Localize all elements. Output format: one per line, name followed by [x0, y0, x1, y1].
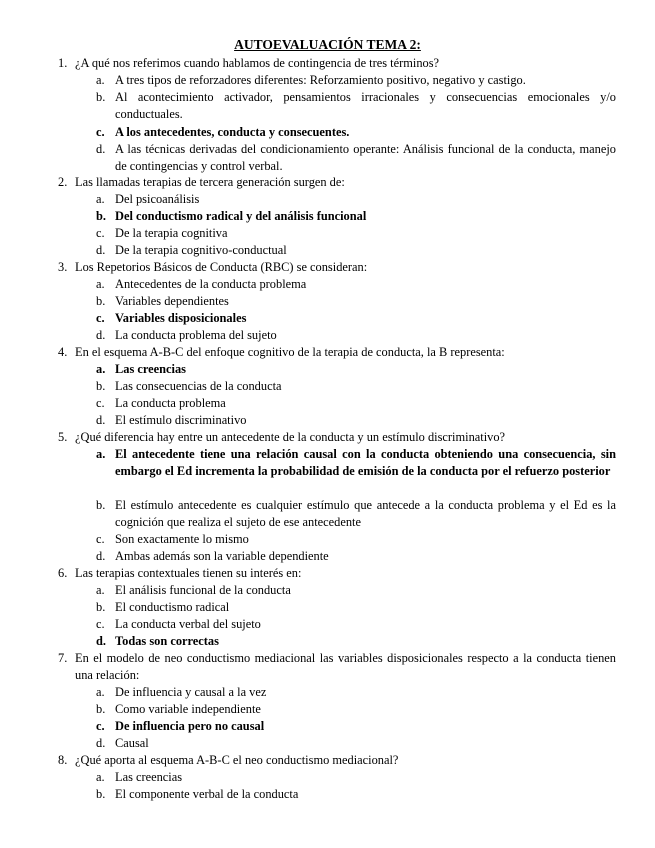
correct-answer-option [96, 208, 616, 225]
option-letter: a. [96, 73, 105, 87]
option-letter: b. [96, 787, 106, 801]
correct-answer-option [96, 361, 616, 378]
option-text: La conducta problema del sujeto [115, 328, 277, 342]
option-text: Las creencias [115, 770, 183, 784]
answer-option [96, 242, 616, 259]
question-number: 2. [58, 175, 68, 189]
correct-answer-option [96, 124, 616, 141]
question-4 [58, 344, 616, 361]
option-letter: b. [96, 294, 106, 308]
question-text: ¿Qué aporta al esquema A-B-C el neo conductismo mediacional? [75, 753, 399, 767]
option-letter: b. [96, 379, 106, 393]
answer-option [96, 684, 616, 701]
option-text: De la terapia cognitiva [115, 226, 228, 240]
question-number: 7. [58, 651, 68, 665]
option-letter: c. [96, 617, 105, 631]
question-text: Las terapias contextuales tienen su interés en: [75, 566, 302, 580]
answer-option [96, 769, 616, 786]
option-text: Del conductismo radical y del análisis funcional [115, 209, 367, 223]
option-letter: b. [96, 209, 106, 223]
option-text: El estímulo discriminativo [115, 413, 247, 427]
option-letter: a. [96, 362, 106, 376]
question-2 [58, 174, 616, 191]
answer-option [96, 497, 616, 530]
option-text: Las consecuencias de la conducta [115, 379, 282, 393]
option-text: La conducta problema [115, 396, 226, 410]
answer-option [96, 225, 616, 242]
answer-option [96, 599, 616, 616]
answer-option [96, 395, 616, 412]
correct-answer-option [96, 633, 616, 650]
question-1 [58, 55, 616, 72]
question-8 [58, 752, 616, 769]
option-text: Del psicoanálisis [115, 192, 200, 206]
question-5 [58, 429, 616, 446]
question-text: En el esquema A-B-C del enfoque cognitivo de la terapia de conducta, la B representa: [75, 345, 505, 359]
option-letter: b. [96, 702, 106, 716]
option-letter: c. [96, 532, 105, 546]
option-text: La conducta verbal del sujeto [115, 617, 261, 631]
option-letter: b. [96, 600, 106, 614]
option-letter: a. [96, 192, 105, 206]
option-letter: c. [96, 396, 105, 410]
question-number: 8. [58, 753, 68, 767]
answer-option [96, 531, 616, 548]
option-letter: d. [96, 142, 106, 156]
option-letter: a. [96, 447, 106, 461]
option-text: Al acontecimiento activador, pensamientos irracionales y consecuencias emocionales y/o conductuales. [115, 90, 616, 121]
option-letter: a. [96, 685, 105, 699]
option-letter: d. [96, 243, 106, 257]
answer-option [96, 327, 616, 344]
option-text: Son exactamente lo mismo [115, 532, 249, 546]
answer-option [96, 735, 616, 752]
answer-option [96, 191, 616, 208]
option-text: Causal [115, 736, 149, 750]
option-letter: d. [96, 549, 106, 563]
answer-option [96, 276, 616, 293]
document-title: AUTOEVALUACIÓN TEMA 2: [234, 37, 421, 52]
correct-answer-option [96, 446, 616, 479]
option-text: De influencia y causal a la vez [115, 685, 267, 699]
correct-answer-option [96, 718, 616, 735]
option-text: El estímulo antecedente es cualquier estímulo que antecede a la conducta problema y el Ed es la cognición que realiza el sujeto de ese antecedente [115, 498, 616, 529]
answer-option [96, 89, 616, 122]
answer-option [96, 378, 616, 395]
option-letter: d. [96, 634, 106, 648]
answer-option [96, 786, 616, 803]
option-text: De influencia pero no causal [115, 719, 265, 733]
option-text: A los antecedentes, conducta y consecuentes. [115, 125, 350, 139]
option-letter: d. [96, 736, 106, 750]
answer-option [96, 72, 616, 89]
option-letter: a. [96, 277, 105, 291]
option-letter: c. [96, 311, 105, 325]
question-text: Los Repetorios Básicos de Conducta (RBC) se consideran: [75, 260, 368, 274]
option-text: Todas son correctas [115, 634, 219, 648]
answer-option [96, 412, 616, 429]
option-text: El conductismo radical [115, 600, 230, 614]
option-text: Variables disposicionales [115, 311, 247, 325]
answer-option [96, 293, 616, 310]
question-number: 5. [58, 430, 68, 444]
option-text: Como variable independiente [115, 702, 261, 716]
answer-option [96, 616, 616, 633]
option-letter: d. [96, 328, 106, 342]
question-text: ¿Qué diferencia hay entre un antecedente de la conducta y un estímulo discriminativo? [75, 430, 506, 444]
option-text: Las creencias [115, 362, 187, 376]
option-text: Antecedentes de la conducta problema [115, 277, 307, 291]
option-letter: c. [96, 226, 105, 240]
correct-answer-option [96, 310, 616, 327]
question-7 [58, 650, 616, 683]
option-text: Variables dependientes [115, 294, 229, 308]
option-text: A las técnicas derivadas del condicionamiento operante: Análisis funcional de la conducta, manejo de contingencias y control verbal. [115, 142, 616, 173]
option-text: El análisis funcional de la conducta [115, 583, 291, 597]
option-letter: b. [96, 90, 106, 104]
option-text: El antecedente tiene una relación causal con la conducta obteniendo una consecuencia, sin embargo el Ed incrementa la probabilidad de emisión de la conducta por el refuerzo posterior [115, 447, 616, 478]
option-text: A tres tipos de reforzadores diferentes: Reforzamiento positivo, negativo y castigo. [115, 73, 526, 87]
question-text: En el modelo de neo conductismo mediacional las variables disposicionales respecto a la conducta tienen una relación: [75, 651, 616, 682]
option-text: De la terapia cognitivo-conductual [115, 243, 287, 257]
answer-option [96, 548, 616, 565]
answer-option [96, 141, 616, 174]
answer-option [96, 701, 616, 718]
question-text: ¿A qué nos referimos cuando hablamos de contingencia de tres términos? [75, 56, 440, 70]
question-number: 1. [58, 56, 68, 70]
option-letter: a. [96, 583, 105, 597]
question-number: 4. [58, 345, 68, 359]
option-text: Ambas además son la variable dependiente [115, 549, 329, 563]
question-6 [58, 565, 616, 582]
question-3 [58, 259, 616, 276]
question-number: 6. [58, 566, 68, 580]
option-letter: a. [96, 770, 105, 784]
answer-option [96, 582, 616, 599]
question-number: 3. [58, 260, 68, 274]
question-text: Las llamadas terapias de tercera generación surgen de: [75, 175, 345, 189]
option-letter: c. [96, 125, 105, 139]
option-letter: d. [96, 413, 106, 427]
option-letter: b. [96, 498, 106, 512]
option-text: El componente verbal de la conducta [115, 787, 299, 801]
option-letter: c. [96, 719, 105, 733]
